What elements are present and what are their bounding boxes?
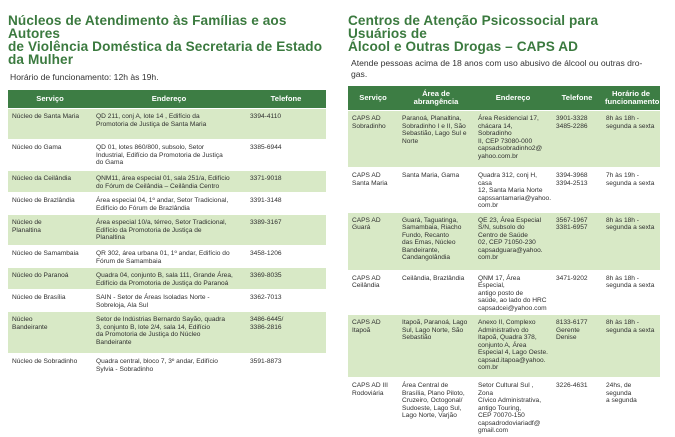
column-header-horario: Horário de funcionamento xyxy=(602,86,660,110)
caps-ad-table xyxy=(348,86,660,437)
cell-telefone: 3389-3167 xyxy=(246,214,326,245)
cell-servico: Núcleo do Paranoá xyxy=(8,267,92,289)
cell-telefone: 3226-4631 xyxy=(552,377,602,437)
cell-endereco: Anexo II, Complexo Administrativo do Itapoã, Quadra 378, conjunto A, Área Especial 4, Lago Oeste. capsad.itapoa@yahoo. com.br xyxy=(474,314,552,377)
cell-telefone: 3394-3968 3394-2513 xyxy=(552,167,602,212)
cell-servico: Núcleo Bandeirante xyxy=(8,311,92,353)
column-header-endereco: Endereço xyxy=(92,90,246,108)
table-row xyxy=(348,167,660,212)
left-section-title: Núcleos de Atendimento às Famílias e aos Autores de Violência Doméstica da Secretaria de Estado da Mulher xyxy=(8,13,323,67)
column-header-telefone: Telefone xyxy=(246,90,326,108)
cell-endereco: Quadra 312, conj H, casa 12, Santa Maria Norte capssantamaria@yahoo. com.br xyxy=(474,167,552,212)
cell-endereco: SAIN - Setor de Áreas Isoladas Norte - Sobreloja, Ala Sul xyxy=(92,289,246,311)
right-section xyxy=(348,0,660,437)
cell-endereco: Quadra 04, conjunto B, sala 111, Grande Área, Edifício da Promotoria de Justiça do Paranoá xyxy=(92,267,246,289)
column-header-telefone: Telefone xyxy=(552,86,602,110)
cell-horario: 8h às 18h - segunda a sexta xyxy=(602,110,660,167)
cell-endereco: QR 302, área urbana 01, 1º andar, Edifício do Fórum de Samambaia xyxy=(92,245,246,267)
cell-servico: CAPS AD Sobradinho xyxy=(348,110,398,167)
table-header-row xyxy=(348,86,660,110)
cell-area: Santa Maria, Gama xyxy=(398,167,474,212)
table-row xyxy=(8,170,326,192)
cell-servico: CAPS AD Ceilândia xyxy=(348,270,398,315)
cell-telefone: 3591-8873 xyxy=(246,353,326,375)
cell-horario: 8h às 18h - segunda a sexta xyxy=(602,270,660,315)
cell-telefone: 3567-1967 3381-6957 xyxy=(552,212,602,270)
cell-endereco: Área Residencial 17, chácara 14, Sobradinho II, CEP 73080-000 capsadsobradinho2@ yahoo.com.br xyxy=(474,110,552,167)
cell-servico: Núcleo de Samambaia xyxy=(8,245,92,267)
cell-area: Paranoá, Planaltina, Sobradinho I e II, São Sebastião, Lago Sul e Norte xyxy=(398,110,474,167)
cell-servico: CAPS AD Santa Maria xyxy=(348,167,398,212)
table-row xyxy=(8,353,326,375)
cell-telefone: 3394-4110 xyxy=(246,108,326,139)
cell-endereco: QE 23, Área Especial S/N, subsolo do Centro de Saúde 02, CEP 71050-230 capsadguara@yahoo. com.br xyxy=(474,212,552,270)
left-hours-text: Horário de funcionamento: 12h às 19h. xyxy=(10,72,159,82)
cell-servico: Núcleo do Gama xyxy=(8,139,92,170)
cell-endereco: Área especial 04, 1º andar, Setor Tradicional, Edifício do Fórum de Brazlândia xyxy=(92,192,246,214)
cell-telefone: 3385-6944 xyxy=(246,139,326,170)
table-row xyxy=(8,108,326,139)
cell-endereco: QD 01, lotes 860/800, subsolo, Setor Industrial, Edifício da Promotoria de Justiça do Gama xyxy=(92,139,246,170)
nucleos-table xyxy=(8,90,326,375)
cell-area: Guará, Taguatinga, Samambaia, Riacho Fundo, Recanto das Emas, Núcleo Bandeirante, Candangolândia xyxy=(398,212,474,270)
cell-area: Ceilândia, Brazlândia xyxy=(398,270,474,315)
cell-servico: CAPS AD Guará xyxy=(348,212,398,270)
table-row xyxy=(8,289,326,311)
cell-servico: Núcleo de Sobradinho xyxy=(8,353,92,375)
table-row xyxy=(8,214,326,245)
cell-endereco: Setor de Indústrias Bernardo Sayão, quadra 3, conjunto B, lote 2/4, sala 14, Edifício da Promotoria de Justiça do Núcleo Bandeirante xyxy=(92,311,246,353)
column-header-servico: Serviço xyxy=(348,86,398,110)
cell-telefone: 3369-8035 xyxy=(246,267,326,289)
right-section-title: Centros de Atenção Psicossocial para Usuários de Álcool e Outras Drogas – CAPS AD xyxy=(348,13,599,54)
table-row xyxy=(348,377,660,437)
table-header-row xyxy=(8,90,326,108)
column-header-servico: Serviço xyxy=(8,90,92,108)
cell-telefone: 3391-3148 xyxy=(246,192,326,214)
left-section xyxy=(8,0,326,375)
cell-servico: CAPS AD III Rodoviária xyxy=(348,377,398,437)
column-header-endereco: Endereço xyxy=(474,86,552,110)
cell-servico: Núcleo de Santa Maria xyxy=(8,108,92,139)
table-row xyxy=(348,270,660,315)
table-row xyxy=(8,192,326,214)
cell-endereco: QD 211, conj A, lote 14 , Edifício da Promotoria de Justiça de Santa Maria xyxy=(92,108,246,139)
cell-servico: Núcleo da Ceilândia xyxy=(8,170,92,192)
cell-endereco: Setor Cultural Sul , Zona Cívico Administrativa, antigo Touring, CEP 70070-150 capsadrodoviariadf@ gmail.com xyxy=(474,377,552,437)
column-header-area: Área de abrangência xyxy=(398,86,474,110)
table-row xyxy=(348,110,660,167)
cell-servico: Núcleo de Planaltina xyxy=(8,214,92,245)
table-row xyxy=(8,139,326,170)
cell-endereco: QNM11, área especial 01, sala 251/a, Edifício do Fórum de Ceilândia – Ceilândia Centro xyxy=(92,170,246,192)
cell-telefone: 3362-7013 xyxy=(246,289,326,311)
table-row xyxy=(348,212,660,270)
cell-servico: CAPS AD Itapoã xyxy=(348,314,398,377)
cell-horario: 8h às 18h - segunda a sexta xyxy=(602,212,660,270)
cell-telefone: 3901-3328 3485-2286 xyxy=(552,110,602,167)
cell-telefone: 8133-6177 Gerente Denise xyxy=(552,314,602,377)
table-row xyxy=(8,245,326,267)
right-subtitle-text: Atende pessoas acima de 18 anos com uso abusivo de álcool ou outras dro- gas. xyxy=(351,58,643,79)
cell-endereco: QNM 17, Área Especial, antigo posto de saúde, ao lado do HRC capsadcei@yahoo.com xyxy=(474,270,552,315)
cell-telefone: 3486-6445/ 3386-2816 xyxy=(246,311,326,353)
cell-endereco: Quadra central, bloco 7, 3º andar, Edifício Sylvia - Sobradinho xyxy=(92,353,246,375)
cell-telefone: 3471-9202 xyxy=(552,270,602,315)
cell-area: Itapoã, Paranoá, Lago Sul, Lago Norte, São Sebastião xyxy=(398,314,474,377)
table-row xyxy=(348,314,660,377)
cell-telefone: 3458-1206 xyxy=(246,245,326,267)
cell-area: Área Central de Brasília, Plano Piloto, Cruzeiro, Octogonal/ Sudoeste, Lago Sul, Lago Norte, Varjão xyxy=(398,377,474,437)
cell-servico: Núcleo de Brazlândia xyxy=(8,192,92,214)
cell-horario: 24hs, de segunda a segunda xyxy=(602,377,660,437)
cell-servico: Núcleo de Brasília xyxy=(8,289,92,311)
cell-horario: 8h às 18h - segunda a sexta xyxy=(602,314,660,377)
cell-endereco: Área especial 10/a, térreo, Setor Tradicional, Edifício da Promotoria de Justiça de Planaltina xyxy=(92,214,246,245)
table-row xyxy=(8,311,326,353)
table-row xyxy=(8,267,326,289)
cell-horario: 7h às 19h - segunda a sexta xyxy=(602,167,660,212)
cell-telefone: 3371-9018 xyxy=(246,170,326,192)
